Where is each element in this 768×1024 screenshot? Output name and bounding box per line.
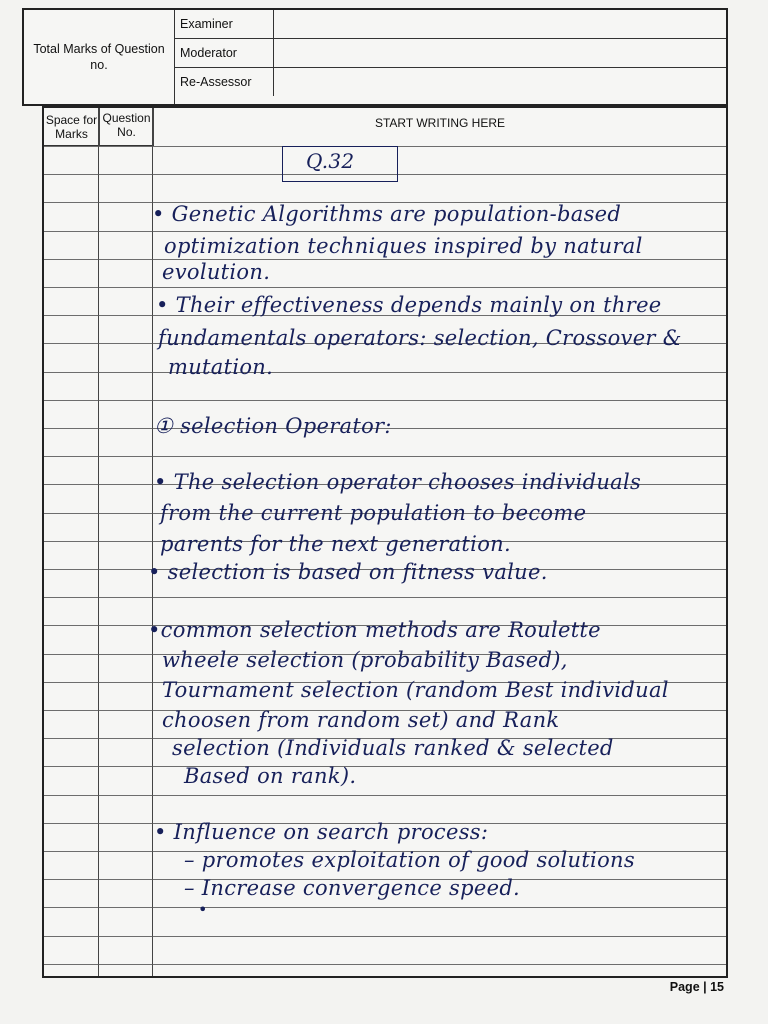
ruled-line bbox=[44, 231, 726, 232]
examiner-label: Examiner bbox=[174, 10, 274, 38]
ruled-line bbox=[44, 936, 726, 937]
examiner-row bbox=[174, 10, 726, 39]
answer-line: mutation. bbox=[168, 355, 274, 379]
answer-line: Based on rank). bbox=[184, 764, 357, 788]
ruled-line bbox=[44, 795, 726, 796]
start-writing-label: START WRITING HERE bbox=[374, 116, 505, 130]
space-for-marks-header: Space for Marks bbox=[44, 108, 100, 146]
answer-line: •common selection methods are Roulette bbox=[148, 618, 601, 642]
reassessor-row bbox=[174, 68, 726, 96]
question-column-divider bbox=[152, 108, 153, 976]
answer-line: from the current population to become bbox=[160, 501, 587, 525]
answer-line: – promotes exploitation of good solutions bbox=[184, 848, 635, 872]
answer-line: evolution. bbox=[162, 260, 271, 284]
marks-column-divider bbox=[98, 108, 99, 976]
answer-line: wheele selection (probability Based), bbox=[162, 648, 568, 672]
answer-line: selection (Individuals ranked & selected bbox=[172, 736, 614, 760]
answer-line: Tournament selection (random Best individual bbox=[162, 678, 669, 702]
marks-header-table bbox=[22, 8, 728, 106]
answer-line: optimization techniques inspired by natural bbox=[164, 234, 643, 258]
answer-line: – Increase convergence speed. bbox=[184, 876, 521, 900]
answer-line: • The selection operator chooses individuals bbox=[154, 470, 642, 494]
answer-line: parents for the next generation. bbox=[160, 532, 511, 556]
page-number: Page | 15 bbox=[669, 980, 724, 994]
question-no-header: Question No. bbox=[100, 108, 154, 146]
ruled-line bbox=[44, 907, 726, 908]
ruled-line bbox=[44, 259, 726, 260]
total-marks-label: Total Marks of Question no. bbox=[24, 10, 175, 104]
reassessor-label: Re-Assessor bbox=[174, 68, 274, 96]
answer-line: • Genetic Algorithms are population-based bbox=[152, 202, 622, 226]
ruled-line bbox=[44, 597, 726, 598]
answer-line: fundamentals operators: selection, Crossover & bbox=[158, 326, 682, 350]
ruled-line bbox=[44, 400, 726, 401]
ruled-line bbox=[44, 372, 726, 373]
ruled-line bbox=[44, 456, 726, 457]
answer-line: • selection is based on fitness value. bbox=[148, 560, 548, 584]
moderator-label: Moderator bbox=[174, 39, 274, 67]
ruled-line bbox=[44, 766, 726, 767]
answer-line: • Influence on search process: bbox=[154, 820, 489, 844]
moderator-row bbox=[174, 39, 726, 68]
answer-line: choosen from random set) and Rank bbox=[162, 708, 560, 732]
ruled-line bbox=[44, 287, 726, 288]
question-tag: Q.32 bbox=[306, 149, 355, 173]
ruled-line bbox=[44, 964, 726, 965]
answer-area bbox=[42, 106, 728, 978]
answer-line: • Their effectiveness depends mainly on three bbox=[156, 293, 662, 317]
answer-line: ① selection Operator: bbox=[154, 414, 392, 438]
answer-line: • bbox=[198, 900, 208, 919]
